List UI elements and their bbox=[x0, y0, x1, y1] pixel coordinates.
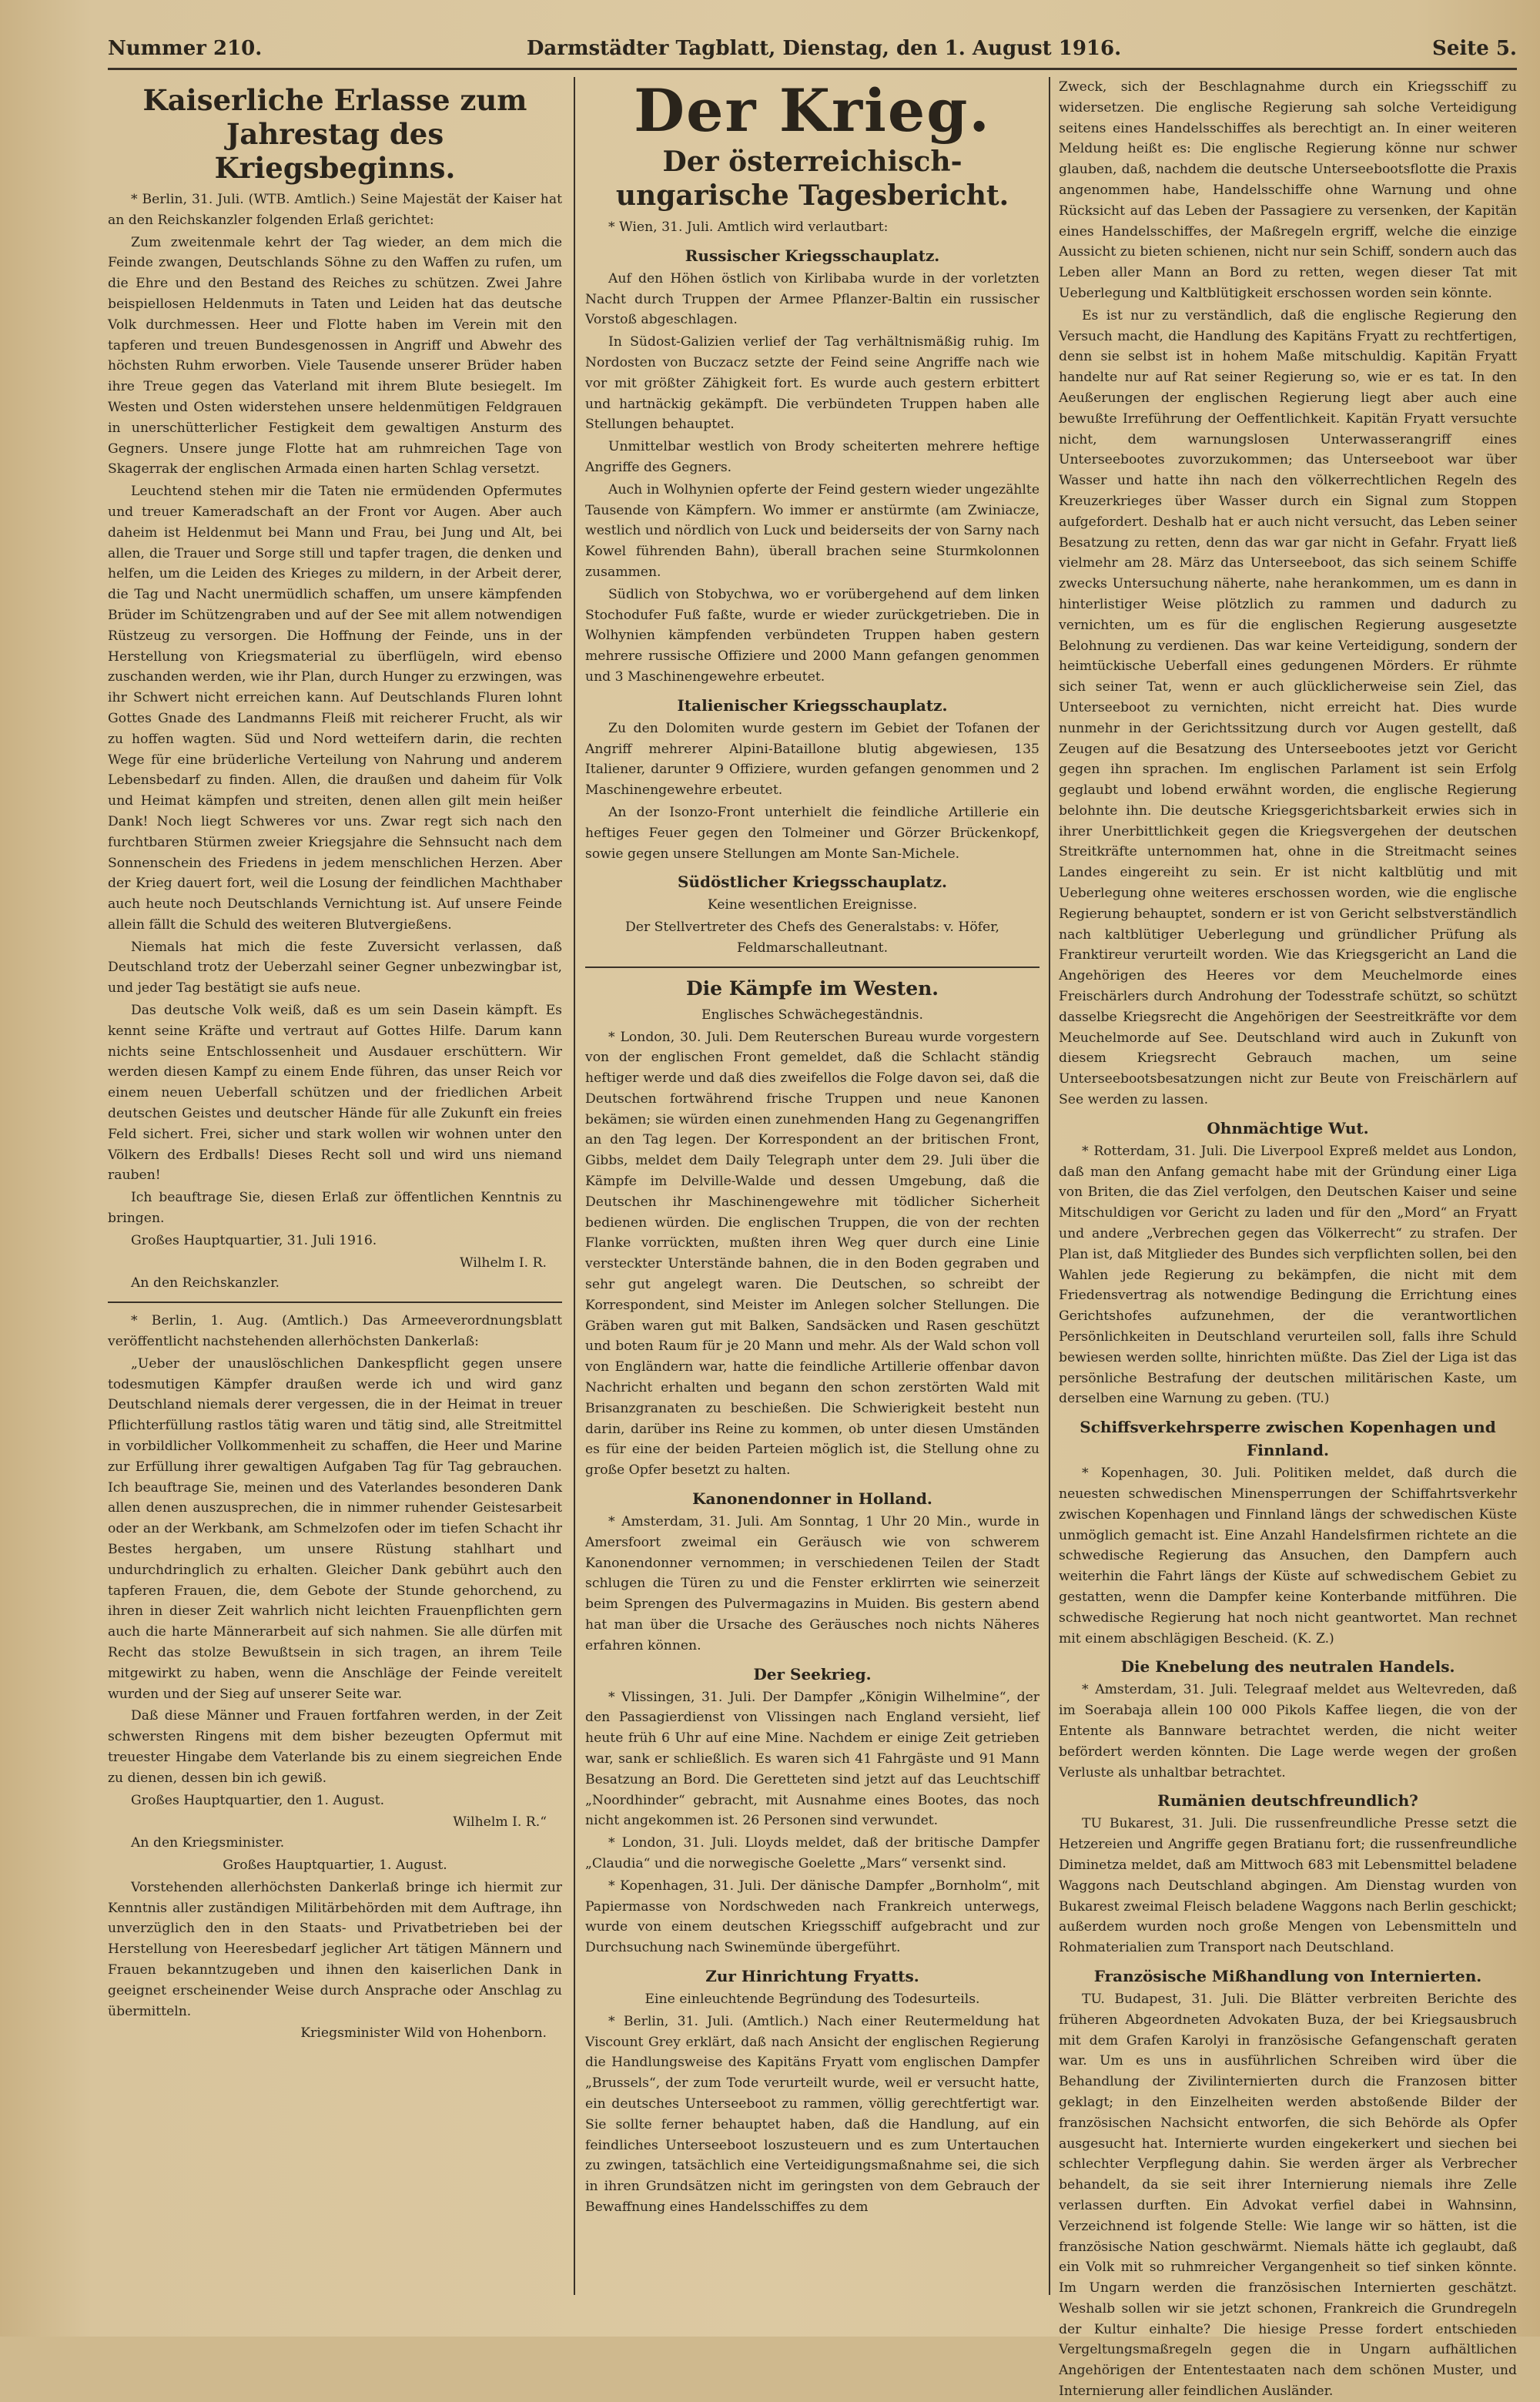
article-paragraph: Auf den Höhen östlich von Kirlibaba wurde in der vorletzten Nacht durch Truppen der Armee Pflanzer-Baltin ein russischer Vorstoß abgeschlagen. bbox=[585, 270, 1040, 328]
article-paragraph: * Vlissingen, 31. Juli. Der Dampfer „Königin Wilhelmine“, der den Passagierdienst von Vlissingen nach England versieht, lief heute früh 6 Uhr auf eine Mine. Nachdem er einige Zeit getrieben war, sank er schließlich. Es waren sich 41 Fahrgäste und 91 Mann Besatzung an Bord. Die Geretteten sind jetzt auf das Leuchtschiff „Noordhinder“ gebracht, mit Ausnahme eines Bootes, das noch nicht angekommen ist. 26 Personen sind verwundet. bbox=[585, 1689, 1040, 1829]
headline-kaiserliche-erlasse: Kaiserliche Erlasse zum Jahrestag des Kriegsbeginns. bbox=[142, 83, 527, 185]
article-paragraph: TU. Budapest, 31. Juli. Die Blätter verbreiten Berichte des früheren Abgeordneten Advokaten Buza, der bei Kriegsausbruch mit dem Grafen Karolyi in französische Gefangenschaft geraten war. Um es uns in ausführlichen Schreiben wird über die Behandlung der Zivilinternierten durch die Franzosen bitter geklagt; in den Einzelheiten werden abstoßende Bilder der französischen Nachsicht entworfen, die sich Behörde als Opfer ausgesucht hat. Internierte wurden eingekerkert und siechen bei schlechter Verpflegung dahin. Sie werden ärger als Verbrecher behandelt, da sie seit ihrer Internierung niemals ihre Zelle verlassen durften. Ein Advokat verfiel dabei in Wahnsinn, Verzeichnend ist folgende Stelle: Wie lange wir so hätten, ist die französische Nation geschwärmt. Niemals hätte ich geglaubt, daß ein Volk mit so ruhmreicher Vergangenheit so tief sinken könnte. Im Ungarn werden die französischen Internierten geschätzt. Weshalb sollen wir sie jetzt schonen, Frankreich die Grundregeln der Kultur einhalte? Die hiesige Presse fordert entschieden Vergeltungsmaßregeln gegen die in Ungarn aufhältlichen Angehörigen der Ententestaaten nach dem schönen Muster, und Internierung aller feindlichen Ausländer. bbox=[1059, 1991, 1517, 2400]
section-heading: Schiffsverkehrsperre zwischen Kopenhagen und Finnland. bbox=[1080, 1418, 1496, 1460]
article-paragraph: * London, 31. Juli. Lloyds meldet, daß der britische Dampfer „Claudia“ und die norwegische Goelette „Mars“ versenkt sind. bbox=[585, 1835, 1040, 1871]
section-heading: Französische Mißhandlung von Internierten. bbox=[1093, 1966, 1482, 1985]
divider bbox=[585, 966, 1040, 968]
dateline-place: Großes Hauptquartier, 1. August. bbox=[223, 1857, 447, 1873]
article-paragraph: Zweck, sich der Beschlagnahme durch ein Kriegsschiff zu widersetzen. Die englische Regierung sah solche Verteidigung seitens eines Handelsschiffes als berechtigt an. In einer weiteren Meldung heißt es: Die englische Regierung könne nur schwer glauben, daß, nachdem die deutsche Unterseebootsflotte die Praxis angenommen habe, Handelsschiffe ohne Warnung und ohne Rücksicht auf das Leben der Passagiere zu versenken, der Kapitän eines Handelsschiffes, der Maßregeln ergriff, welche die einzige Aussicht zu bieten schienen, nicht nur sein Schiff, sondern auch das Leben aller Mann an Bord zu retten, wegen dieser Tat mit Ueberlegung und Kaltblütigkeit erschossen worden sein könnte. bbox=[1059, 79, 1517, 301]
section-heading: Zur Hinrichtung Fryatts. bbox=[705, 1966, 919, 1985]
headline-kaempfe-westen: Die Kämpfe im Westen. bbox=[685, 977, 939, 1000]
article-paragraph: TU Bukarest, 31. Juli. Die russenfreundliche Presse setzt die Hetzereien und Angriffe gegen Bratianu fort; die russenfreundliche Diminetza meldet, daß am Mittwoch 683 mit Lebensmittel beladene Waggons nach Deutschland abgingen. Am Dienstag wurden von Bukarest zweimal Fleisch beladene Waggons nach Berlin geschickt; außerdem wurden noch große Mengen von Lebensmitteln und Rohmaterialien zum Transport nach Deutschland. bbox=[1059, 1816, 1517, 1956]
section-heading: Der Seekrieg. bbox=[753, 1664, 872, 1683]
signature: Wilhelm I. R.“ bbox=[453, 1814, 547, 1831]
dateline-place: Großes Hauptquartier, den 1. August. bbox=[131, 1792, 385, 1808]
article-paragraph: Zum zweitenmale kehrt der Tag wieder, an dem mich die Feinde zwangen, Deutschlands Söhne zu den Waffen zu rufen, um die Ehre und den Bestand des Reiches zu schützen. Zwei Jahre beispiellosen Heldenmuts in Taten und Leiden hat das deutsche Volk durchmessen. Heer und Flotte haben im Verein mit den tapferen und treuen Bundesgenossen in Angriff und Abwehr des höchsten Ruhm erworben. Viele Tausende unserer Brüder haben ihre Treue gegen das Vaterland mit ihrem Blute besiegelt. Im Westen und Osten widerstehen unsere heldenmütigen Feldgrauen in unerschütterlicher Festigkeit dem gewaltigen Ansturm des Gegners. Unsere junge Flotte hat am ruhmreichen Tage von Skagerrak der englischen Armada einen harten Schlag versetzt. bbox=[108, 234, 562, 477]
section-heading: Kanonendonner in Holland. bbox=[692, 1489, 932, 1509]
article-paragraph: Das deutsche Volk weiß, daß es um sein Dasein kämpft. Es kennt seine Kräfte und vertraut auf Gottes Hilfe. Darum kann nichts seine Entschlossenheit und Ausdauer erschüttern. Wir werden diesen Kampf zu einem Ende führen, das unser Reich vor einem neuen Ueberfall schützen und der friedlichen Arbeit deutschen Geistes und deutscher Hände für alle Zukunft ein freies Feld sichert. Frei, sicher und stark wollen wir wohnen unter den Völkern des Erdballs! Dieses Recht soll und wird uns niemand rauben! bbox=[108, 1003, 562, 1184]
article-paragraph: „Ueber der unauslöschlichen Dankespflicht gegen unsere todesmutigen Kämpfer draußen werde ich und wird ganz Deutschland niemals derer vergessen, die in der Heimat in treuer Pflichterfüllung rastlos tätig waren und tätig sind, alle Streitmittel in vorbildlicher Vollkommenheit zu schaffen, die Heer und Marine zur Erfüllung ihrer gewaltigen Aufgaben Tag für Tag gebrauchen. Ich beauftrage Sie, meinen und des Vaterlandes besonderen Dank allen denen auszusprechen, die in nimmer ruhender Geistesarbeit oder an der Werkbank, am Schmelzofen oder im tiefen Schacht ihr Bestes hergaben, um unsere Rüstung stahlhart und undurchdringlich zu erhalten. Gleicher Dank gebührt auch den tapferen Frauen, die, dem Gebote der Stunde gehorchend, zu ihren in dieser Zeit wahrlich nicht leichten Frauenpflichten gern auch die harte Männerarbeit auf sich nahmen. Sie alle dürfen mit Recht das stolze Bewußtsein in sich tragen, an ihrem Teile mitgewirkt zu haben, wenn die Anschläge der Feinde vereitelt wurden und der Sieg auf unserer Seite war. bbox=[108, 1355, 562, 1702]
addressee: An den Reichskanzler. bbox=[131, 1275, 280, 1291]
article-paragraph: * London, 30. Juli. Dem Reuterschen Bureau wurde vorgestern von der englischen Front gemeldet, daß die Schlacht ständig heftiger werde und daß dies zweifellos die Folge davon sei, daß die Deutschen fortwährend frische Truppen und neue Kanonen bekämen; sie würden einen zunehmenden Hang zu Gegenangriffen an den Tag legen. Der Korrespondent an der britischen Front, Gibbs, meldet dem Daily Telegraph unter dem 29. Juli über die Kämpfe im Delville-Walde und dessen Umgebung, daß die Deutschen ihr Maschinengewehre mit tödlicher Sicherheit bedienen würden. Die englischen Truppen, die von der rechten Flanke vorrückten, mußten ihren Weg quer durch eine Linie versteckter Unterstände bahnen, die in den Boden gegraben und sehr gut angelegt waren. Die Deutschen, so schreibt der Korrespondent, sind Meister im Anlegen solcher Stellungen. Die Gräben waren gut mit Balken, Sandsäcken und Rasen geschützt und boten Raum für je 20 Mann und mehr. Als der Wald schon voll von Engländern war, hatte die feindliche Artillerie offenbar davon Nachricht erhalten und begann den schon zerstörten Wald mit Brisanzgranaten zu beschießen. Die Schwierigkeit besteht nun darin, darüber ins Reine zu kommen, ob unter diesen Umständen es für eine der beiden Parteien möglich ist, die Stellung ohne zu große Opfer besetzt zu halten. bbox=[585, 1029, 1040, 1479]
article-paragraph: Vorstehenden allerhöchsten Dankerlaß bringe ich hiermit zur Kenntnis aller zuständigen Militärbehörden mit dem Auftrage, ihn unverzüglich den in den Staats- und Privatbetrieben bei der Herstellung von Heeresbedarf jeglicher Art tätigen Männern und Frauen bekanntzugeben und ihnen den kaiserlichen Dank in geeignet erscheinender Weise durch Ansprache oder Anschlag zu übermitteln. bbox=[108, 1879, 562, 2019]
issue-number: Nummer 210. bbox=[108, 37, 263, 60]
subheading: Englisches Schwächegeständnis. bbox=[701, 1007, 923, 1023]
column-2 bbox=[585, 77, 1040, 2295]
addressee: An den Kriegsminister. bbox=[131, 1835, 285, 1851]
section-heading: Russischer Kriegsschauplatz. bbox=[685, 246, 940, 265]
signature: Wilhelm I. R. bbox=[460, 1255, 547, 1271]
article-paragraph: In Südost-Galizien verlief der Tag verhältnismäßig ruhig. Im Nordosten von Buczacz setzte der Feind seine Angriffe nach wie vor mit größter Zähigkeit fort. Es wurde auch gestern erbittert und hartnäckig gekämpft. Die verbündeten Truppen haben alle Stellungen behauptet. bbox=[585, 334, 1040, 433]
signature: Kriegsminister Wild von Hohenborn. bbox=[300, 2025, 547, 2042]
section-heading: Südöstlicher Kriegsschauplatz. bbox=[677, 873, 947, 892]
article-paragraph: Auch in Wolhynien opferte der Feind gestern wieder ungezählte Tausende von Kämpfern. Wo immer er anstürmte (am Zwiniacze, westlich und nördlich von Luck und beiderseits der von Sarny nach Kowel führenden Bahn), überall brachen seine Sturmkolonnen zusammen. bbox=[585, 481, 1040, 580]
column-3 bbox=[1059, 77, 1517, 2400]
article-paragraph: Keine wesentlichen Ereignisse. bbox=[707, 897, 918, 913]
column-rule-2 bbox=[1049, 77, 1050, 2295]
dateline: * Wien, 31. Juli. Amtlich wird verlautbart: bbox=[608, 219, 889, 235]
article-paragraph: * Berlin, 31. Juli. (WTB. Amtlich.) Seine Majestät der Kaiser hat an den Reichskanzler folgenden Erlaß gerichtet: bbox=[108, 192, 562, 228]
article-paragraph: Daß diese Männer und Frauen fortfahren werden, in der Zeit schwersten Ringens mit dem bisher bezeugten Opfermut mit treuester Hingabe dem Vaterlande bis zu einem siegreichen Ende zu dienen, dessen bin ich gewiß. bbox=[108, 1708, 562, 1786]
dateline-place: Großes Hauptquartier, 31. Juli 1916. bbox=[131, 1232, 377, 1248]
article-paragraph: * Amsterdam, 31. Juli. Telegraaf meldet aus Weltevreden, daß im Soerabaja allein 100 000 Pikols Kaffee liegen, die von der Entente als Bannware betrachtet werden, die nicht weiter befördert werden könnten. Die Lage werde wegen der großen Verluste als unhaltbar betrachtet. bbox=[1059, 1682, 1517, 1781]
section-heading: Die Knebelung des neutralen Handels. bbox=[1120, 1657, 1455, 1677]
masthead-rule bbox=[108, 68, 1517, 70]
article-paragraph: * Rotterdam, 31. Juli. Die Liverpool Expreß meldet aus London, daß man den Anfang gemacht habe mit der Gründung einer Liga von Briten, die das Ziel verfolgen, den Deutschen Kaiser und seine Mitschuldigen vor Gericht zu laden und für den „Mord“ an Fryatt und andere „Verbrechen gegen das Völkerrecht“ zu strafen. Der Plan ist, daß Mitglieder des Bundes sich verpflichten sollen, bei den Wahlen jede Regierung zu bekämpfen, die nicht mit dem Friedensvertrag als notwendige Bedingung die Errichtung eines Gerichtshofes aufzunehmen, der die verantwortlichen Persönlichkeiten in Deutschland verurteilen soll, falls ihre Schuld bewiesen werden sollte, hinrichten müßte. Das Ziel der Liga ist das persönliche Bestrafung der deutschen militärischen Kaste, um derselben eine Warnung zu geben. (TU.) bbox=[1059, 1143, 1517, 1407]
section-heading: Italienischer Kriegsschauplatz. bbox=[677, 695, 948, 715]
article-paragraph: Zu den Dolomiten wurde gestern im Gebiet der Tofanen der Angriff mehrerer Alpini-Bataillone blutig abgewiesen, 135 Italiener, darunter 9 Offiziere, wurden gefangen genommen und 2 Maschinengewehre erbeutet. bbox=[585, 720, 1040, 799]
article-paragraph: Unmittelbar westlich von Brody scheiterten mehrere heftige Angriffe des Gegners. bbox=[585, 439, 1040, 475]
column-1 bbox=[108, 77, 562, 2295]
article-paragraph: * Kopenhagen, 31. Juli. Der dänische Dampfer „Bornholm“, mit Papiermasse von Nordschweden nach Frankreich unterwegs, wurde von einem deutschen Kriegsschiff aufgebracht und zur Durchsuchung nach Swinemünde übergeführt. bbox=[585, 1878, 1040, 1956]
subheading: Eine einleuchtende Begründung des Todesurteils. bbox=[644, 1991, 980, 2007]
article-paragraph: Südlich von Stobychwa, wo er vorübergehend auf dem linken Stochodufer Fuß faßte, wurde er wieder zurückgetrieben. Die in Wolhynien kämpfenden verbündeten Truppen haben gestern mehrere russische Offiziere und 2000 Mann gefangen genommen und 3 Maschinengewehre erbeutet. bbox=[585, 586, 1040, 685]
article-paragraph: An der Isonzo-Front unterhielt die feindliche Artillerie ein heftiges Feuer gegen den Tolmeiner und Görzer Brückenkopf, sowie gegen unsere Stellungen am Monte San-Michele. bbox=[585, 804, 1040, 862]
article-paragraph: Es ist nur zu verständlich, daß die englische Regierung den Versuch macht, die Handlung des Kapitäns Fryatt zu rechtfertigen, denn sie selbst ist in hohem Maße mitschuldig. Kapitän Fryatt handelte nur auf Rat seiner Regierung so, wie er es tat. In den Aeußerungen der englischen Regierung liegt aber auch eine bewußte Irreführung der Oeffentlichkeit. Kapitän Fryatt versuchte nicht, dem warnungslosen Unterwasserangriff eines Unterseebootes zuvorzukommen; das Unterseeboot war über Wasser und hatte ihn nach den völkerrechtlichen Regeln des Kreuzerkrieges über Wasser durch ein Signal zum Stoppen aufgefordert. Deshalb hat er auch nicht versucht, das Leben seiner Besatzung zu retten, denn das war gar nicht in Gefahr. Fryatt ließ vielmehr am 28. März das Unterseeboot, das sich seinem Schiffe zwecks Untersuchung näherte, nahe herankommen, um es dann in hinterlistiger Weise plötzlich zu rammen und dadurch zu vernichten, um es für die englischen Regierung ausgesetzte Belohnung zu verdienen. Das war keine Verteidigung, sondern der heimtückische Ueberfall eines gedungenen Mörders. Er rühmte sich seiner Tat, wenn er auch glücklicherweise sein Ziel, das Unterseeboot zu vernichten, nicht erreicht hat. Dies wurde nunmehr in der Gerichtssitzung durch vor Augen gestellt, daß Zeugen auf die Besatzung des Unterseebootes jetzt vor Gericht gegen ihn sprachen. Im englischen Parlament ist sein Erfolg geglaubt und lobend erwähnt worden, die englische Regierung belohnte ihn. Die deutsche Kriegsgerichtsbarkeit erwies sich in ihrer Unerbittlichkeit gegen die Kriegsvergehen der deutschen Streitkräfte unternommen hat, ohne in die Streitmacht seines Landes eingereiht zu sein. Er ist nicht kaltblütig und mit Ueberlegung ohne weiteres erschossen worden, wie die englische Regierung behauptet, sondern er ist von Gericht selbstverständlich nach kaltblütiger Ueberlegung und gründlicher Prüfung als Franktireur verurteilt worden. Wie das Kriegsgericht an Land die Angehörigen des Heeres vor dem Meuchelmorde eines Freischärlers durch Androhung der Todesstrafe schützt, so schützt dasselbe Kriegsrecht die Angehörigen der Seestreitkräfte vor dem Meuchelmorde auf See. Deutschland wird auch in Zukunft von diesem Kriegsrecht Gebrauch machen, um seine Unterseebootsbesatzungen nicht zur Beute von Freischärlern auf See werden zu lassen. bbox=[1059, 307, 1517, 1108]
subheadline-tagesbericht: Der österreichisch-ungarische Tagesbericht. bbox=[615, 146, 1009, 212]
column-rule-1 bbox=[574, 77, 575, 2295]
article-paragraph: * Amsterdam, 31. Juli. Am Sonntag, 1 Uhr 20 Min., wurde in Amersfoort zweimal ein Geräusch wie von schwerem Kanonendonner vernommen; in verschiedenen Teilen der Stadt schlugen die Türen zu und die Fenster erklirrten wie seinerzeit beim Sprengen des Pulvermagazins in Muiden. Bis gestern abend hat man über die Ursache des Geräusches noch nichts Näheres erfahren können. bbox=[585, 1514, 1040, 1653]
page-number: Seite 5. bbox=[1432, 37, 1517, 60]
article-paragraph: * Berlin, 1. Aug. (Amtlich.) Das Armeeverordnungsblatt veröffentlicht nachstehenden allerhöchsten Dankerlaß: bbox=[108, 1313, 562, 1350]
article-paragraph: * Kopenhagen, 30. Juli. Politiken meldet, daß durch die neuesten schwedischen Minensperrungen der Schiffahrtsverkehr zwischen Kopenhagen und Finnland längs der schwedischen Küste unmöglich gemacht ist. Eine Anzahl Handelsfirmen richtete an die schwedische Regierung das Ansuchen, den Dampfern auch weiterhin die Fahrt längs der Küste auf schwedischem Gebiet zu gestatten, wenn die Dampfer keine Konterbande mitführen. Die schwedische Regierung hat noch nicht geantwortet. Man rechnet mit einem abschlägigen Bescheid. (K. Z.) bbox=[1059, 1466, 1517, 1647]
article-paragraph: Leuchtend stehen mir die Taten nie ermüdenden Opfermutes und treuer Kameradschaft an der Front vor Augen. Aber auch daheim ist Heldenmut bei Mann und Frau, bei Jung und Alt, bei allen, die Trauer und Sorge still und tapfer tragen, die denken und helfen, um die Leiden des Krieges zu mildern, in der Arbeit derer, die Tag und Nacht unermüdlich schaffen, um unsere kämpfenden Brüder im Schützengraben und auf der See mit allem notwendigen Rüstzeug zu versorgen. Die Hoffnung der Feinde, uns in der Herstellung von Kriegsmaterial zu überflügeln, wird ebenso zuschanden werden, wie ihr Plan, durch Hunger zu erzwingen, was ihr Schwert nicht erreichen kann. Auf Deutschlands Fluren lohnt Gottes Gnade des Landmanns Fleiß mit reicherer Frucht, als wir zu hoffen wagten. Süd und Nord wetteifern darin, die rechten Wege für eine brüderliche Verteilung von Nahrung und anderem Lebensbedarf zu finden. Allen, die draußen und daheim für Volk und Heimat kämpfen und streiten, denen allen gilt mein heißer Dank! Noch liegt Schweres vor uns. Zwar regt sich nach den furchtbaren Stürmen zweier Kriegsjahre die Sehnsucht nach dem Sonnenschein des Friedens in jedem menschlichen Herzen. Aber der Krieg dauert fort, weil die Losung der feindlichen Machthaber auch heute noch Deutschlands Vernichtung ist. Auf unsere Feinde allein fällt die Schuld des weiteren Blutvergießens. bbox=[108, 484, 563, 933]
section-heading: Rumänien deutschfreundlich? bbox=[1157, 1791, 1418, 1811]
headline-der-krieg: Der Krieg. bbox=[634, 76, 991, 145]
divider bbox=[108, 1302, 562, 1303]
article-paragraph: Der Stellvertreter des Chefs des Generalstabs: v. Höfer, Feldmarschalleutnant. bbox=[625, 920, 999, 956]
section-heading: Ohnmächtige Wut. bbox=[1207, 1118, 1369, 1137]
newspaper-title-date: Darmstädter Tagblatt, Dienstag, den 1. August 1916. bbox=[526, 37, 1122, 60]
article-paragraph: * Berlin, 31. Juli. (Amtlich.) Nach einer Reutermeldung hat Viscount Grey erklärt, daß nach Ansicht der englischen Regierung die Handlungsweise des Kapitäns Fryatt vom englischen Dampfer „Brussels“, der zum Tode verurteilt wurde, weil er versucht hatte, ein deutsches Unterseeboot zu rammen, völlig gerechtfertigt war. Sie sollte ferner behauptet haben, daß die Handlung, auf ein feindliches Unterseeboot loszusteuern und es zum Untertauchen zu zwingen, tatsächlich eine Verteidigungsmaßnahme sei, die sich in ihren Grundsätzen nicht im geringsten von dem Gebrauch der Bewaffnung eines Handelsschiffes zu dem bbox=[585, 2013, 1040, 2215]
masthead bbox=[108, 29, 1517, 68]
article-paragraph: Niemals hat mich die feste Zuversicht verlassen, daß Deutschland trotz der Ueberzahl seiner Gegner unbezwingbar ist, und jeder Tag bestätigt sie aufs neue. bbox=[108, 939, 562, 997]
article-paragraph: Ich beauftrage Sie, diesen Erlaß zur öffentlichen Kenntnis zu bringen. bbox=[108, 1190, 562, 1227]
